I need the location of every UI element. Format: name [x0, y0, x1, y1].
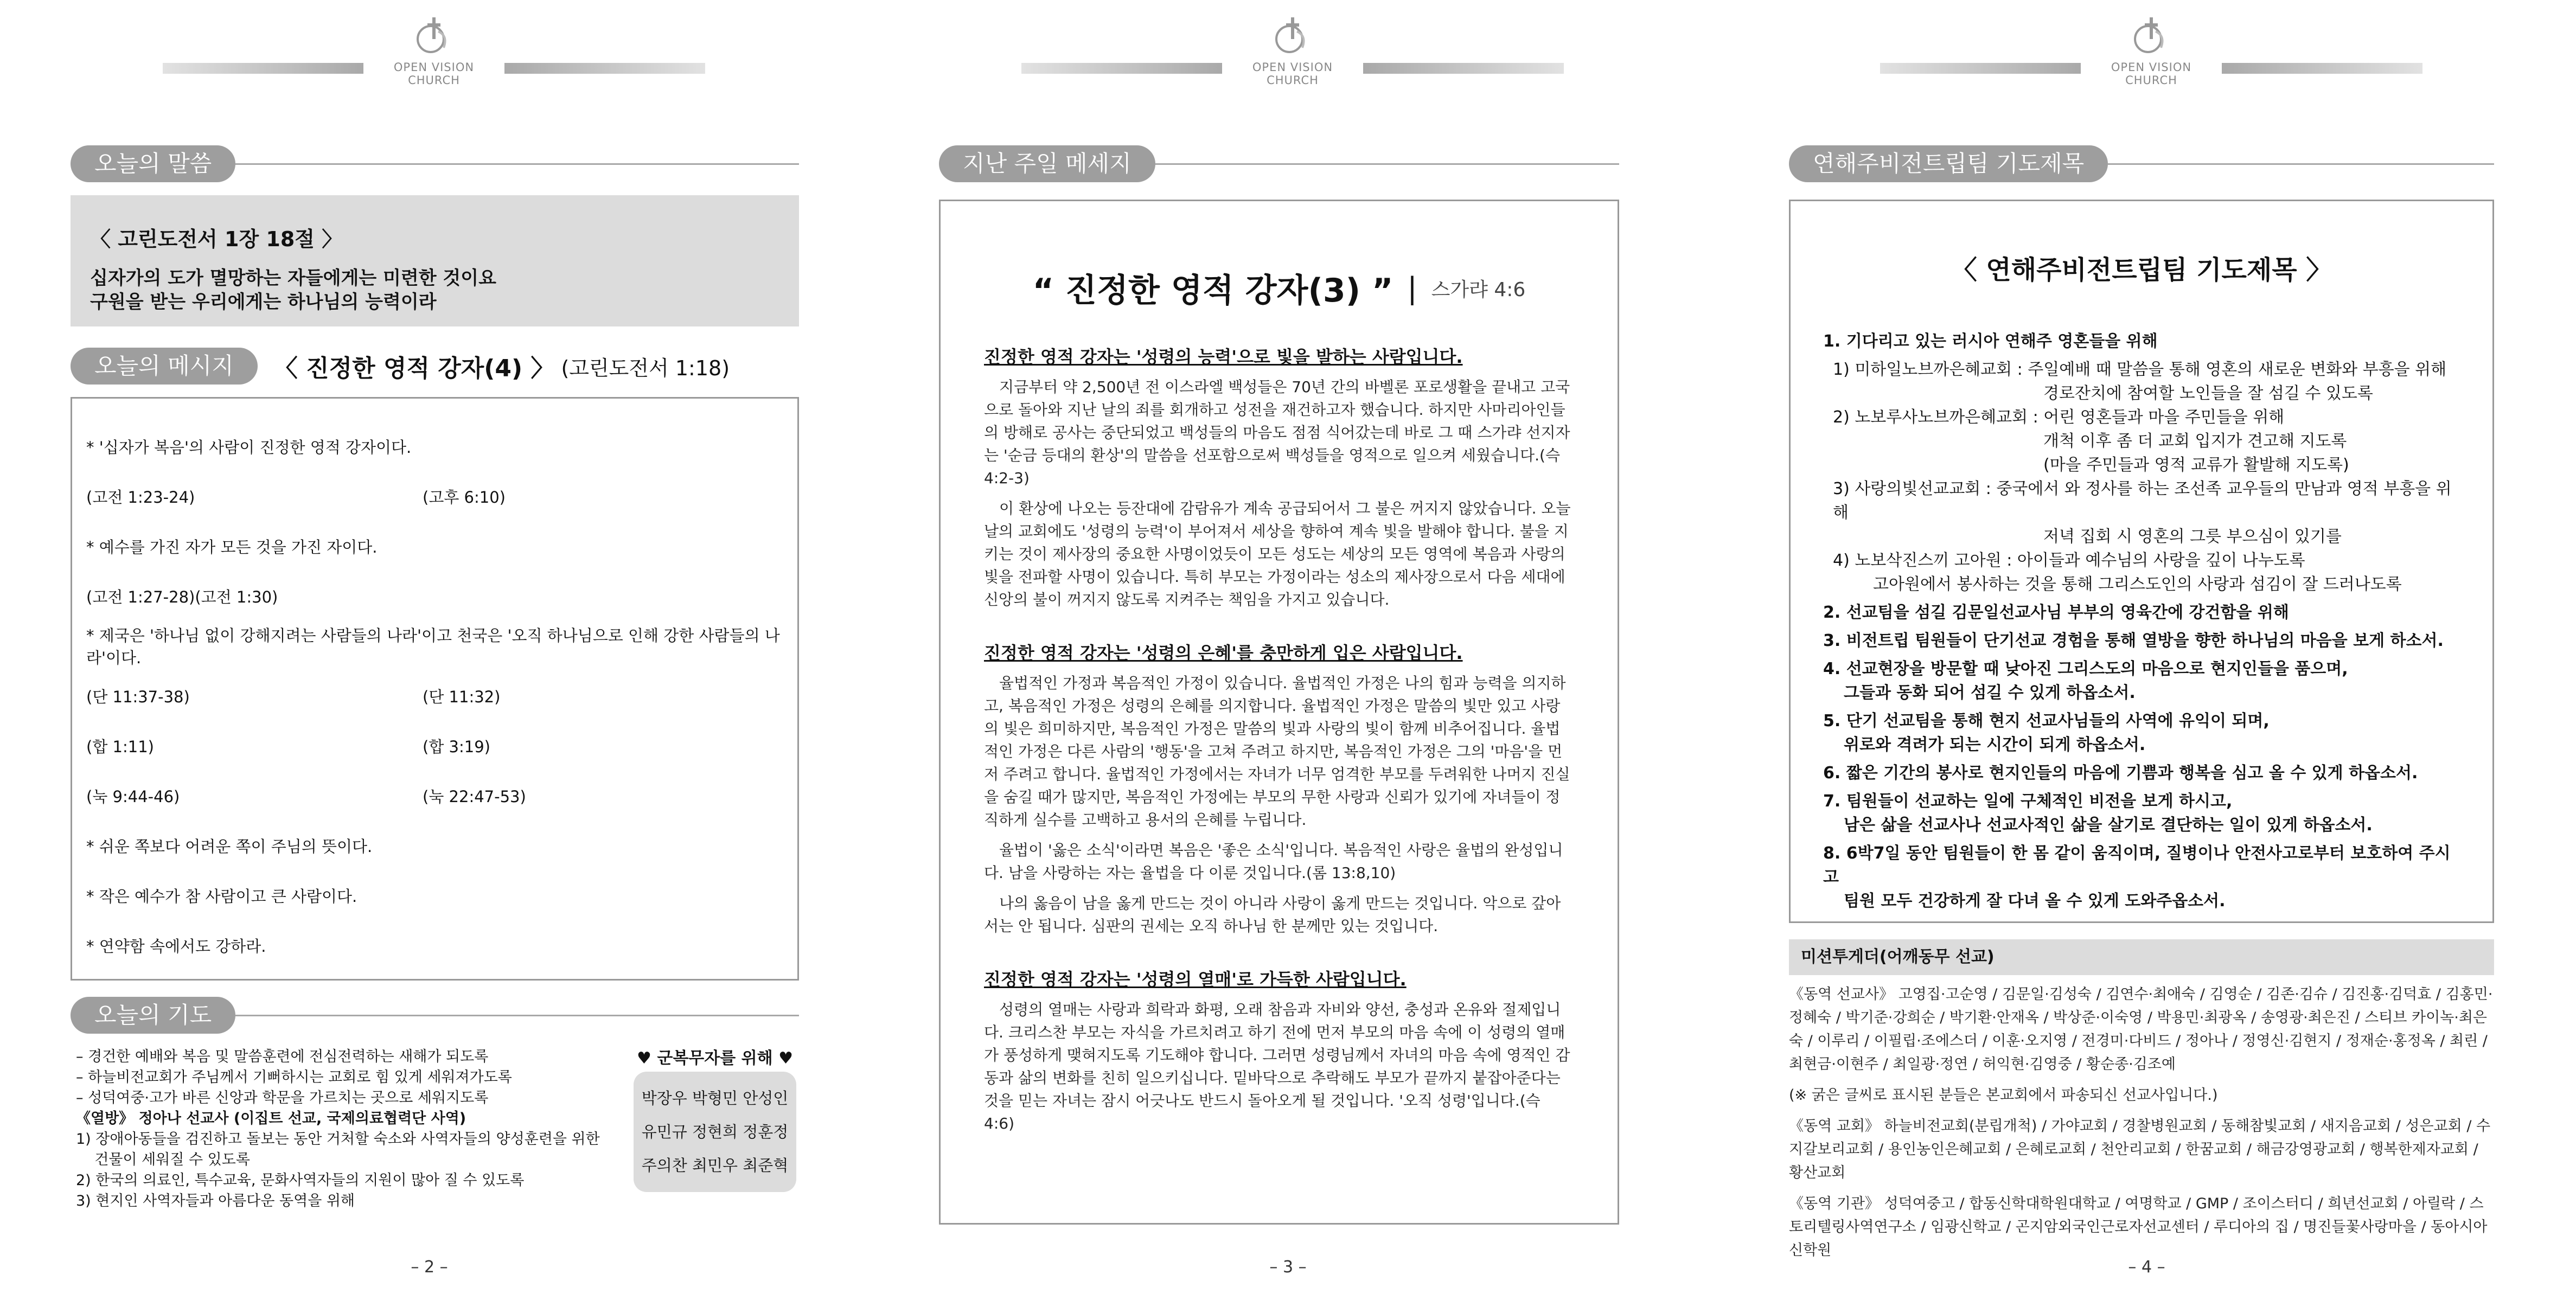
- military-title: ♥ 군복무자를 위해 ♥: [637, 1049, 793, 1068]
- topic-line: 팀원 모두 건강하게 잘 다녀 올 수 있게 도와주옵소서.: [1844, 892, 2226, 911]
- topic-line: 2. 선교팀을 섬길 김문일선교사님 부부의 영육간에 강건함을 위해: [1823, 603, 2289, 622]
- prayer-sub-topic: [1823, 358, 2460, 406]
- topic-line: 6. 짧은 기간의 봉사로 현지인들의 마음에 기쁨과 행복을 심고 올 수 있게 하옵소서.: [1823, 764, 2418, 783]
- verse-box: [71, 195, 799, 326]
- outline-text: (고후 6:10): [423, 488, 506, 507]
- verse-line: 십자가의 도가 멸망하는 자들에게는 미련한 것이요: [90, 267, 496, 289]
- topic-line: 5. 단기 선교팀을 통해 현지 선교사님들의 사역에 유익이 되며,: [1823, 712, 2270, 731]
- prayer-list: [76, 1047, 618, 1212]
- section-title: 오늘의 메시지: [71, 348, 258, 385]
- topic-line: 위로와 격려가 되는 시간이 되게 하옵소서.: [1844, 735, 2146, 754]
- todays-message-header: [71, 347, 730, 385]
- outline-text: * 연약함 속에서도 강하라.: [86, 937, 266, 956]
- outline-text: * 예수를 가진 자가 모든 것을 가진 자이다.: [86, 537, 378, 556]
- sermon-title: “ 진정한 영적 강자(3) ”: [1032, 272, 1394, 310]
- partner-churches: 《동역 교회》 하늘비전교회(분립개척) / 가야교회 / 경찰병원교회 / 동해참빛교회 / 새지음교회 / 성은교회 / 수지갈보리교회 / 용인농인은혜교회 / 은혜로교회 / 천안리교회 / 한꿈교회 / 해금강영광교회 / 행복한제자교회 / 황산교회: [1789, 1118, 2491, 1181]
- prayer-topics-box: [1789, 200, 2494, 923]
- sermon-heading: 진정한 영적 강자는 '성령의 은혜'를 충만하게 입은 사람입니다.: [984, 643, 1463, 663]
- prayer-sub-item: 3) 현지인 사역자들과 아름다운 동역을 위해: [76, 1193, 355, 1209]
- section-todays-prayer: [71, 997, 799, 1034]
- outline-row: [86, 571, 783, 621]
- header-bar-left: [1021, 63, 1222, 74]
- topic-line: 4. 선교현장을 방문할 때 낮아진 그리스도의 마음으로 현지인들을 품으며,: [1823, 659, 2348, 678]
- sermon-paragraph: 이 환상에 나오는 등잔대에 감람유가 계속 공급되어서 그 불은 꺼지지 않았습니다. 오늘날의 교회에도 '성령의 능력'이 부어져서 세상을 향하여 계속 빛을 발해야 합니다. 불을 지키는 것이 제사장의 중요한 사명이었듯이 모든 성도는 세상의 모든 영역에 복음과 사랑의 빛을 전파할 사명이 있습니다. 특히 부모는 가정이라는 성소의 제사장으로서 다음 세대에 신앙의 불이 꺼지지 않도록 지켜주는 책임을 가지고 있습니다.: [984, 499, 1571, 608]
- prayer-sub-item: 건물이 세워질 수 있도록: [76, 1151, 250, 1168]
- sermon-paragraph: 율법적인 가정과 복음적인 가정이 있습니다. 율법적인 가정은 나의 힘과 능력을 의지하고, 복음적인 가정은 성령의 은혜를 의지합니다. 율법적인 가정은 말씀의 빛만 있고 사랑의 빛은 희미하지만, 복음적인 가정은 말씀의 빛과 사랑의 빛이 함께 비추어집니다. 율법적인 가정은 다른 사람의 '행동'을 고쳐 주려고 하지만, 복음적인 가정은 그의 '마음'을 먼저 주려고 합니다. 율법적인 가정에서는 자녀가 너무 엄격한 부모를 두려워한 나머지 진실을 숨길 때가 많지만, 복음적인 가정에는 부모의 무한 사랑과 신뢰가 있기에 자녀들이 정직하게 실수를 고백하고 용서의 은혜를 누립니다.: [984, 674, 1570, 829]
- sermon-paragraph: 나의 옳음이 남을 옳게 만드는 것이 아니라 사랑이 옳게 만드는 것입니다. 악으로 갚아서는 안 됩니다. 심판의 권세는 오직 하나님 한 분께만 있는 것입니다.: [984, 894, 1561, 935]
- sub-line: 1) 미하일노브까은혜교회 : 주일예배 때 말씀을 통해 영혼의 새로운 변화와 부흥을 위해: [1833, 360, 2447, 379]
- sermon-title-row: [984, 261, 1574, 315]
- section-last-sermon: [939, 145, 1619, 182]
- header-bar-right: [1363, 63, 1564, 74]
- outline-row: [86, 821, 783, 870]
- topic-line: 7. 팀원들이 선교하는 일에 구체적인 비전을 보게 하시고,: [1823, 792, 2233, 811]
- outline-row: [86, 521, 783, 571]
- mission-together-list: [1789, 983, 2494, 1270]
- church-logo-icon: [1271, 15, 1314, 57]
- verse-reference: 〈 고린도전서 1장 18절 〉: [90, 227, 343, 251]
- sub-line: 개척 이후 좀 더 교회 입지가 견고해 지도록: [2043, 432, 2347, 451]
- partner-note: (※ 굵은 글씨로 표시된 분들은 본교회에서 파송되신 선교사입니다.): [1789, 1087, 2218, 1104]
- prayer-sub-topic: [1823, 549, 2460, 597]
- sermon-paragraph: 지금부터 약 2,500년 전 이스라엘 백성들은 70년 간의 바벨론 포로생활을 끝내고 고국으로 돌아와 지난 날의 죄를 회개하고 성전을 재건하고자 했습니다. 하지만 사마리아인들의 방해로 공사는 중단되었고 백성들의 마음도 점점 식어갔는데 바로 그 때 스가랴 선지자는 '순금 등대의 환상'의 말씀을 선포함으로써 백성들을 영적으로 일으켜 세웠습니다.(슥 4:2-3): [984, 378, 1570, 487]
- sub-line: (마을 주민들과 영적 교류가 활발해 지도록): [2043, 456, 2349, 475]
- prayer-topic: [1823, 761, 2460, 785]
- outline-row: [86, 870, 783, 920]
- prayer-topic: [1823, 657, 2460, 705]
- prayer-topic: [1823, 790, 2460, 837]
- sub-line: 저녁 집회 시 영혼의 그릇 부으심이 있기를: [2043, 527, 2342, 546]
- title-separator: |: [1407, 271, 1417, 305]
- header-bar-right: [2222, 63, 2422, 74]
- message-title: 〈 진정한 영적 강자(4) 〉: [273, 355, 555, 382]
- section-todays-word: [71, 145, 799, 182]
- message-reference: (고린도전서 1:18): [561, 356, 730, 380]
- header-bar-left: [1880, 63, 2081, 74]
- topic-line: 3. 비전트립 팀원들이 단기선교 경험을 통해 열방을 향한 하나님의 마음을 보게 하소서.: [1823, 631, 2444, 650]
- topic-line: 남은 삶을 선교사나 선교사적인 삶을 살기로 결단하는 일이 있게 하옵소서.: [1844, 816, 2373, 835]
- outline-text: (고전 1:27-28)(고전 1:30): [86, 587, 278, 606]
- names-row: 유민규 정현희 정훈정: [641, 1123, 789, 1141]
- sermon-heading: 진정한 영적 강자는 '성령의 열매'로 가득한 사람입니다.: [984, 969, 1407, 990]
- prayer-topic: [1823, 842, 2460, 913]
- page-4: [1717, 0, 2576, 1294]
- outline-text: (단 11:32): [423, 687, 501, 706]
- section-divider: [235, 163, 799, 165]
- prayer-item: – 경건한 예배와 복음 및 말씀훈련에 전심전력하는 새해가 되도록: [76, 1048, 489, 1065]
- outline-row: [86, 621, 783, 671]
- page-number: – 3 –: [1269, 1258, 1307, 1277]
- section-vision-trip: [1789, 145, 2494, 182]
- section-divider: [235, 1015, 799, 1016]
- church-header: [1880, 15, 2422, 87]
- header-bar-left: [163, 63, 363, 74]
- page-number: – 4 –: [2128, 1258, 2165, 1277]
- military-names: [634, 1072, 796, 1192]
- section-divider: [2108, 163, 2494, 165]
- outline-text: (합 1:11): [86, 737, 154, 756]
- outline-text: * 쉬운 쪽보다 어려운 쪽이 주님의 뜻이다.: [86, 837, 373, 856]
- outline-text: (단 11:37-38): [86, 687, 190, 706]
- outline-row: [86, 421, 783, 471]
- sub-line: 2) 노보루사노브까은혜교회 : 어린 영혼들과 마을 주민들을 위해: [1833, 408, 2285, 427]
- topic-line: 그들과 동화 되어 섬길 수 있게 하옵소서.: [1844, 683, 2136, 702]
- military-prayer-box: [634, 1046, 796, 1192]
- message-outline-box: [71, 397, 799, 981]
- church-logo-icon: [412, 15, 456, 57]
- outline-row: [86, 671, 783, 721]
- outline-text: * 작은 예수가 참 사람이고 큰 사람이다.: [86, 887, 357, 906]
- prayer-topics-title: 〈 연해주비전트립팀 기도제목 〉: [1951, 255, 2332, 285]
- names-row: 주의찬 최민우 최준혁: [641, 1156, 789, 1175]
- church-name: OPEN VISION CHURCH: [2111, 61, 2192, 87]
- prayer-sub-topic: [1823, 477, 2460, 549]
- sermon-box: [939, 200, 1619, 1225]
- church-logo-icon: [2130, 15, 2173, 57]
- prayer-topic: 1. 기다리고 있는 러시아 연해주 영혼들을 위해: [1823, 332, 2158, 351]
- prayer-topic: [1823, 629, 2460, 653]
- partner-missionaries: 《동역 선교사》 고영집·고순영 / 김문일·김성숙 / 김연수·최애숙 / 김영순 / 김존·김슈 / 김진홍·김덕효 / 김홍민·정혜숙 / 박기준·강희순 / 박기환·안재옥 / 박상준·이숙영 / 박용민·최광옥 / 송영광·최은진 / 스티브 카이녹·최은숙 / 이루리 / 이필립·조에스더 / 이훈·오지영 / 전경미·다비드 / 정아나 / 정영신·김현지 / 정재순·홍정옥 / 최린 / 최현금·이현주 / 최일광·정연 / 허익현·김영중 / 황순종·김조예: [1789, 986, 2493, 1073]
- prayer-sub-topic: [1823, 406, 2460, 477]
- prayer-item: – 성덕여중·고가 바른 신앙과 학문을 가르치는 곳으로 세워지도록: [76, 1090, 489, 1106]
- prayer-sub-item: 2) 한국의 의료인, 특수교육, 문화사역자들의 지원이 많아 질 수 있도록: [76, 1172, 525, 1189]
- section-divider: [1155, 163, 1619, 165]
- church-header: [1021, 15, 1564, 87]
- missionary-heading: 《열방》 정아나 선교사 (이집트 선교, 국제의료협력단 사역): [76, 1110, 466, 1127]
- mission-together-header: 미션투게더(어깨동무 선교): [1789, 939, 2494, 975]
- prayer-topic: [1823, 709, 2460, 757]
- sub-line: 4) 노보삭진스끼 고아원 : 아이들과 예수님의 사랑을 깊이 나누도록: [1833, 551, 2305, 570]
- outline-text: * 제국은 '하나님 없이 강해지려는 사람들의 나라'이고 천국은 '오직 하나님으로 인해 강한 사람들의 나라'이다.: [86, 626, 780, 667]
- sermon-reference: 스가랴 4:6: [1431, 278, 1526, 301]
- outline-row: [86, 920, 783, 970]
- section-title: 지난 주일 메세지: [939, 145, 1155, 182]
- sermon-heading: 진정한 영적 강자는 '성령의 능력'으로 빛을 발하는 사람입니다.: [984, 347, 1463, 367]
- page-3: [859, 0, 1717, 1294]
- prayer-topic: [1823, 601, 2460, 625]
- sub-line: 3) 사랑의빛선교교회 : 중국에서 와 정사를 하는 조선족 교우들의 만남과 영적 부흥을 위해: [1833, 479, 2452, 522]
- header-bar-right: [504, 63, 705, 74]
- outline-row: [86, 721, 783, 771]
- outline-text: (눅 22:47-53): [423, 787, 526, 806]
- outline-text: (고전 1:23-24): [86, 488, 195, 507]
- names-row: 박장우 박형민 안성인: [641, 1089, 789, 1107]
- partner-organizations: 《동역 기관》 성덕여중고 / 합동신학대학원대학교 / 여명학교 / GMP / 조이스터디 / 희년선교회 / 아릴락 / 스토리텔링사역연구소 / 임광신학교 / 곤지암외국인근로자선교센터 / 루디아의 집 / 명진들꽃사랑마을 / 동아시아신학원: [1789, 1195, 2488, 1259]
- verse-line: 구원을 받는 우리에게는 하나님의 능력이라: [90, 291, 437, 313]
- outline-text: * '십자가 복음'의 사람이 진정한 영적 강자이다.: [86, 438, 412, 457]
- church-name: OPEN VISION CHURCH: [393, 61, 475, 87]
- outline-row: [86, 471, 783, 521]
- sermon-paragraph: 성령의 열매는 사랑과 희락과 화평, 오래 참음과 자비와 양선, 충성과 온유와 절제입니다. 크리스찬 부모는 자식을 가르치려고 하기 전에 먼저 부모의 마음 속에 이 성령의 열매가 풍성하게 맺혀지도록 기도해야 합니다. 그러면 성령님께서 자녀의 마음 속에 영적인 감동과 삶의 변화를 친히 일으키십니다. 밑바닥으로 추락해도 부모가 끝까지 붙잡아준다는 것을 믿는 자녀는 잠시 어긋나도 반드시 돌아오게 될 것입니다. '오직 성령'입니다.(슥 4:6): [984, 1001, 1570, 1132]
- page-2: [0, 0, 859, 1294]
- church-name: OPEN VISION CHURCH: [1252, 61, 1333, 87]
- church-header: [163, 15, 705, 87]
- outline-row: [86, 771, 783, 821]
- prayer-item: – 하늘비전교회가 주님께서 기뻐하시는 교회로 힘 있게 세워져가도록: [76, 1069, 512, 1086]
- section-title: 연해주비전트립팀 기도제목: [1789, 145, 2108, 182]
- sub-line: 경로잔치에 참여할 노인들을 잘 섬길 수 있도록: [2043, 384, 2373, 403]
- outline-text: (눅 9:44-46): [86, 787, 180, 806]
- topic-line: 8. 6박7일 동안 팀원들이 한 몸 같이 움직이며, 질병이나 안전사고로부터 보호하여 주시고: [1823, 844, 2451, 887]
- outline-text: (합 3:19): [423, 737, 490, 756]
- page-number: – 2 –: [411, 1258, 448, 1277]
- section-title: 오늘의 기도: [71, 997, 235, 1034]
- sub-line: 고아원에서 봉사하는 것을 통해 그리스도인의 사랑과 섬김이 잘 드러나도록: [1873, 575, 2402, 594]
- sermon-paragraph: 율법이 '옳은 소식'이라면 복음은 '좋은 소식'입니다. 복음적인 사랑은 율법의 완성입니다. 남을 사랑하는 자는 율법을 다 이룬 것입니다.(롬 13:8,10): [984, 841, 1563, 882]
- prayer-sub-item: 1) 장애아동들을 검진하고 돌보는 동안 거처할 숙소와 사역자들의 양성훈련을 위한: [76, 1131, 600, 1148]
- section-title: 오늘의 말씀: [71, 145, 235, 182]
